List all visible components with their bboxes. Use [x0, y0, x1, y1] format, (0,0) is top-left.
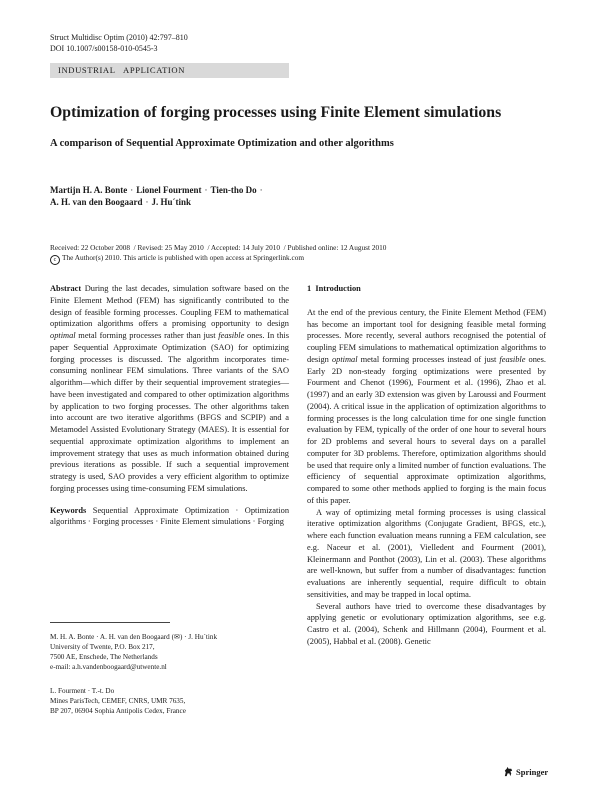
author-line-2 — [50, 196, 550, 208]
affiliation-line: Mines ParisTech, CEMEF, CNRS, UMR 7635, — [50, 697, 186, 705]
doi: DOI 10.1007/s00158-010-0545-3 — [50, 44, 158, 53]
publisher-name: Springer — [516, 766, 549, 777]
paragraph-emphasis: feasible — [499, 354, 526, 364]
publication-dates: Received: 22 October 2008 / Revised: 25 May 2010 / Accepted: 14 July 2010 / Published online: 12 August 2010 — [50, 243, 387, 252]
introduction-paragraph: Several authors have tried to overcome these disadvantages by applying genetic or evolutionary optimization algorithms, see e.g. Castro et al. (2004), Schenk and Hillmann (2004), Fourment et al. (2005), Habbal et al. (2008). Genetic — [307, 601, 546, 646]
copyright-notice — [50, 253, 550, 265]
copyright-icon: c — [50, 255, 60, 265]
affiliation-line: BP 207, 06904 Sophia Antipolis Cedex, France — [50, 707, 186, 715]
right-column — [307, 283, 546, 648]
springer-horse-icon — [503, 766, 514, 777]
author-name: A. H. van den Boogaard — [50, 197, 143, 207]
affiliation-email[interactable]: e-mail: a.h.vandenboogaard@utwente.nl — [50, 663, 167, 671]
keywords-text: Sequential Approximate Optimization · Optimization algorithms · Forging processes · Finite Element simulations · Forging — [50, 505, 290, 527]
abstract-text-part: metal forming processes rather than just — [75, 331, 219, 340]
copyright-text: The Author(s) 2010. This article is published with open access at Springerlink.com — [62, 253, 305, 262]
author-list — [50, 184, 550, 208]
author-name: Lionel Fourment — [136, 185, 202, 195]
author-separator: · — [145, 197, 149, 207]
affiliation-block-2 — [50, 686, 289, 716]
abstract-emphasis: optimal — [50, 331, 76, 340]
affiliation-line: 7500 AE, Enschede, The Netherlands — [50, 653, 158, 661]
keywords-label: Keywords — [50, 505, 87, 515]
footnote-divider — [50, 622, 170, 623]
introduction-paragraph: A way of optimizing metal forming processes is using classical iterative optimization algorithms (Conjugate Gradient, BFGS, etc.), where each function evaluation means running a FEM calculation, see e.g. Naceur et al. (2001), Vielledent and Fourment (2001), Kleinermann and Ponthot (2003), Lin et al. (2003). These algorithms are well-known, but suffer from a number of disadvantages: function evaluations are inherently sequential, require difficult to obtain sensitivities, and may be trapped in local optima. — [307, 507, 546, 599]
keywords — [50, 505, 289, 529]
affiliation-line: M. H. A. Bonte · A. H. van den Boogaard (✉) · J. Hu´tink — [50, 633, 218, 641]
abstract — [50, 283, 289, 495]
author-separator: · — [259, 185, 263, 195]
author-name: Tien-tho Do — [210, 185, 257, 195]
paragraph-emphasis: optimal — [331, 354, 358, 364]
paragraph-text-part: At the end of the previous century, the Finite Element Method (FEM) has become an important tool for designing feasible metal forming processes. More recently, several authors recognised the potential of coupling FEM simulations to mathematical optimization algorithms to design — [307, 307, 546, 364]
affiliation-block-1 — [50, 632, 289, 672]
affiliation-line: L. Fourment · T.-t. Do — [50, 687, 115, 695]
abstract-emphasis: feasible — [218, 331, 245, 340]
author-name: Martijn H. A. Bonte — [50, 185, 128, 195]
journal-citation: Struct Multidisc Optim (2010) 42:797–810 — [50, 33, 188, 42]
paragraph-text-part: metal forming processes instead of just — [357, 354, 500, 364]
affiliation-line: University of Twente, P.O. Box 217, — [50, 643, 155, 651]
left-column — [50, 283, 289, 528]
author-name: J. Hu´tink — [151, 197, 192, 207]
author-separator: · — [130, 185, 134, 195]
article-subtitle: A comparison of Sequential Approximate Optimization and other algorithms — [50, 138, 394, 149]
journal-meta — [50, 32, 188, 54]
author-separator: · — [204, 185, 208, 195]
section-heading-introduction: 1 Introduction — [307, 284, 361, 293]
abstract-text-part: During the last decades, simulation software based on the Finite Element Method (FEM) has significantly contributed to the design of feasible forming processes. Coupling FEM to mathematical optimization algorithms offers a promising opportunity to design — [50, 284, 289, 329]
article-type-banner: INDUSTRIAL APPLICATION — [50, 63, 289, 78]
introduction-paragraph — [307, 307, 546, 507]
article-title: Optimization of forging processes using Finite Element simulations — [50, 104, 502, 121]
publisher-logo — [503, 766, 548, 777]
abstract-label: Abstract — [50, 284, 82, 293]
paragraph-text-part: ones. Early 2D non-steady forging optimizations were presented by Fourment and Chenot (1996), Fourment et al. (1996), Zhao et al. (1997) and an early 3D extension was given by Laroussi and Fourment (2004). A critical issue in the application of optimization algorithms to forming processes is the long calculation time for one single function evaluation by FEM, typically of the order of one hour to several hours for 2D problems and several hours to several days on a parallel computer for 3D problems. Therefore, optimization algorithms should be used that require only a limited number of function evaluations. The efficiency of sequential approximate optimization algorithms, compared to some other methods applied to forging is the main focus of this paper. — [307, 354, 546, 505]
abstract-text-part: ones. In this paper Sequential Approximate Optimization (SAO) for optimizing forging processes is discussed. The algorithm incorporates time-consuming nonlinear FEM simulations. Three variants of the SAO algorithm—which differ by their sequential improvement strategies—have been investigated and compared to other optimization algorithms by application to two forging processes. The other algorithms taken into account are two iterative algorithms (BFGS and SCPIP) and a Metamodel Assisted Evolutionary Strategy (MAES). It is essential for sequential approximate optimization algorithms to implement an improvement strategy that uses as much information obtained during previous iterations as possible. If such a sequential improvement strategy is used, SAO provides a very efficient algorithm to optimize forging processes using time-consuming FEM simulations. — [50, 331, 289, 493]
author-line-1 — [50, 184, 550, 196]
